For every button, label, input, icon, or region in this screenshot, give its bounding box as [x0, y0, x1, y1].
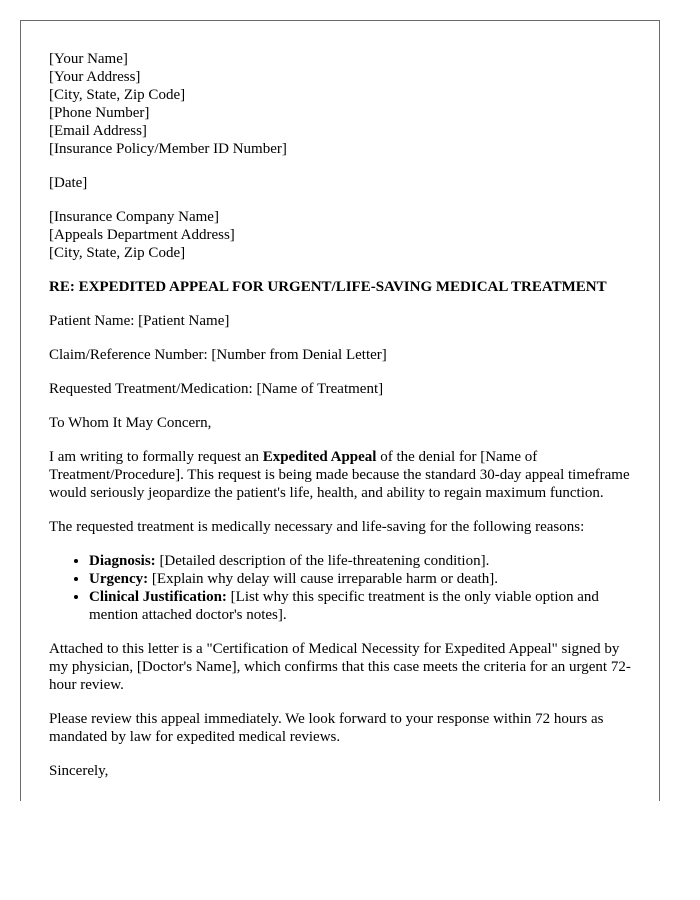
reason-item-clinical-justification — [89, 588, 639, 624]
sender-city-state-zip: [City, State, Zip Code] — [49, 87, 186, 103]
intro-text-after: of the denial for [Name of Treatment/Procedure]. This request is being made because the standard 30-day appeal timeframe would seriously jeopardize the patient's life, health, and ability to regain maximum function. — [49, 449, 630, 501]
reason-text: [List why this specific treatment is the only viable option and mention attached doctor's notes]. — [89, 589, 599, 623]
reason-label: Diagnosis: — [89, 553, 156, 569]
sender-policy-id: [Insurance Policy/Member ID Number] — [49, 141, 287, 157]
reason-label: Clinical Justification: — [89, 589, 227, 605]
reason-item-urgency — [89, 570, 639, 588]
spacer — [49, 262, 639, 278]
sender-address: [Your Address] — [49, 69, 141, 85]
patient-name-field: Patient Name: [Patient Name] — [49, 313, 230, 329]
closing-paragraph: Please review this appeal immediately. We look forward to your response within 72 hours as mandated by law for expedited medical reviews. — [49, 711, 604, 745]
letter-date: [Date] — [49, 175, 88, 191]
sender-phone: [Phone Number] — [49, 105, 150, 121]
requested-treatment-field: Requested Treatment/Medication: [Name of Treatment] — [49, 381, 384, 397]
letter-content — [49, 50, 639, 796]
attachment-paragraph: Attached to this letter is a "Certification of Medical Necessity for Expedited Appeal" signed by my physician, [Doctor's Name], which confirms that this case meets the criteria for an urgent 72-hour review. — [49, 641, 631, 693]
recipient-company: [Insurance Company Name] — [49, 209, 219, 225]
recipient-city-state-zip: [City, State, Zip Code] — [49, 245, 186, 261]
letter-page — [20, 20, 660, 801]
reasons-list — [49, 552, 639, 624]
reason-text: [Detailed description of the life-threatening condition]. — [155, 553, 490, 569]
reasons-intro: The requested treatment is medically necessary and life-saving for the following reasons: — [49, 519, 585, 535]
recipient-block — [49, 208, 639, 262]
sender-name: [Your Name] — [49, 51, 128, 67]
sender-block — [49, 50, 639, 158]
salutation: To Whom It May Concern, — [49, 415, 212, 431]
intro-paragraph — [49, 448, 639, 502]
recipient-address: [Appeals Department Address] — [49, 227, 235, 243]
intro-text-before: I am writing to formally request an — [49, 449, 263, 465]
reason-item-diagnosis — [89, 552, 639, 570]
reason-label: Urgency: — [89, 571, 149, 587]
sender-email: [Email Address] — [49, 123, 147, 139]
signoff: Sincerely, — [49, 763, 109, 779]
subject-line: RE: EXPEDITED APPEAL FOR URGENT/LIFE-SAVING MEDICAL TREATMENT — [49, 279, 607, 295]
spacer — [49, 158, 639, 174]
claim-number-field: Claim/Reference Number: [Number from Denial Letter] — [49, 347, 387, 363]
reason-text: [Explain why delay will cause irreparable harm or death]. — [148, 571, 499, 587]
intro-bold-text: Expedited Appeal — [262, 449, 377, 465]
